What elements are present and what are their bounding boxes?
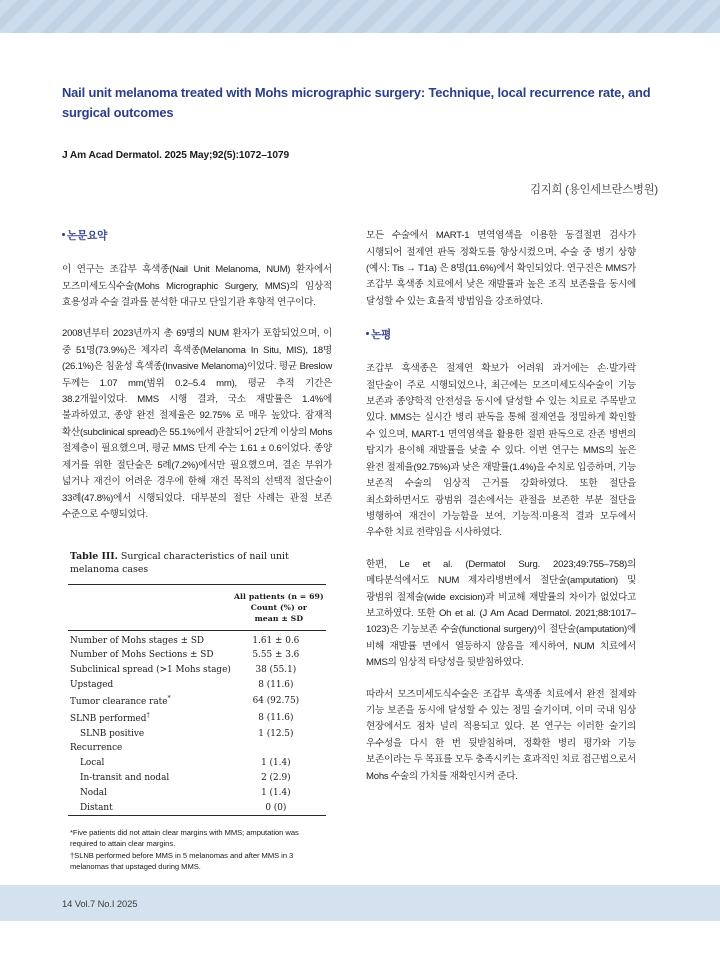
header-line-2: Count (%) or (250, 603, 307, 613)
summary-paragraph-2: 2008년부터 2023년까지 총 69명의 NUM 환자가 포함되었으며, 이 중 51명(73.9%)은 제자리 흑색종(Melanoma In Situ, MIS), 18명(26.1%)은 침윤성 흑색종(Invasive Melanoma)이었다. 평균 Breslow 두께는 1.07 mm(범위 0.2–5.4 mm), 평균 추적 기간은 38.2개월이었다. MMS 시행 결과, 국소 재발률은 1.4%에 불과하였고, 종양 완전 절제율은 92.75% 로 매우 높았다. 잠재적 확산(subclinical spread)은 55.1%에서 관찰되어 2단계 이상의 Mohs 절제층이 필요했으며, 평균 MMS 단계 수는 1.61 ± 0.6이었다. 종양 제거를 위한 절단술은 5례(7.2%)에서만 필요했으며, 결손 부위가 넓거나 재건이 어려운 경우에 한해 재건 목적의 선택적 절단술이 33례(47.8%)에서 시행되었다. 대부분의 절단 사례는 관절 보존 수준으로 수행되었다. (62, 328, 332, 520)
table-row (68, 663, 326, 678)
table-row (68, 648, 326, 663)
table-caption (68, 551, 326, 576)
table-caption-label: Table III. (70, 551, 118, 563)
summary-paragraph-1: 이 연구는 조갑부 흑색종(Nail Unit Melanoma, NUM) 환자에서 모즈미세도식수술(Mohs Micrographic Surgery, MMS)의 임상적 효용성과 수술 결과를 분석한 대규모 단일기관 후향적 연구이다. (62, 264, 332, 309)
table-row (68, 756, 326, 771)
row-label: Local (80, 758, 105, 769)
row-label: Distant (80, 802, 113, 813)
row-label: Number of Mohs stages ± SD (70, 635, 205, 646)
row-value: 38 (55.1) (255, 665, 297, 676)
row-value: 64 (92.75) (252, 695, 300, 706)
table-row (68, 693, 326, 710)
table-row (68, 801, 326, 816)
table-row (68, 678, 326, 693)
page-body (0, 33, 720, 885)
row-value (232, 741, 326, 756)
section-heading-commentary (366, 327, 636, 342)
header-line-3: mean ± SD (254, 614, 304, 624)
row-label: In-transit and nodal (80, 772, 170, 783)
row-value: 1 (1.4) (261, 787, 291, 798)
row-label: Number of Mohs Sections ± SD (70, 650, 214, 661)
commentary-paragraph-2: 한편, Le et al. (Dermatol Surg. 2023;49:755–758)의 메타분석에서도 NUM 제자리병변에서 절단술(amputation) 및 광범위 절제술(wide excision)과 비교해 재발률의 차이가 없었다고 보고하였다. 또한 Oh et al. (J Am Acad Dermatol. 2021;88:1017–1023)은 기능보존 수술(functional surgery)이 절단술(amputation)에 비해 재발률 면에서 열등하지 않음을 제시하여, NUM 치료에서 MMS의 임상적 타당성을 뒷받침하였다. (366, 558, 636, 669)
table-row (68, 634, 326, 649)
table-row (68, 741, 326, 756)
row-label: Upstaged (70, 680, 114, 691)
table-footnote-1: *Five patients did not attain clear margins with MMS; amputation was required to attain clear margins. (70, 827, 299, 848)
row-label: Subclinical spread (>1 Mohs stage) (70, 665, 231, 676)
row-value: 8 (11.6) (258, 680, 294, 691)
row-value: 1.61 ± 0.6 (252, 635, 300, 646)
table-header-all-patients (232, 587, 326, 630)
table-header-row (68, 587, 326, 630)
row-value: 1 (1.4) (261, 758, 291, 769)
footer-page-info: 14 Vol.7 No.I 2025 (62, 897, 138, 909)
table-row (68, 771, 326, 786)
row-label: Nodal (80, 787, 107, 798)
row-label-text: SLNB performed (70, 713, 147, 724)
right-column (366, 228, 636, 875)
footer-band (0, 885, 720, 921)
table-caption-text: Surgical characteristics of nail unit melanoma cases (70, 551, 289, 575)
commentary-paragraph-1: 조갑부 흑색종은 절제연 확보가 어려워 과거에는 손·발가락 절단술이 주로 시행되었으나, 최근에는 모즈미세도식수술이 기능 보존과 종양학적 안전성을 동시에 달성할 수 있는 치료로 주목받고 있다. MMS는 실시간 병리 판독을 통해 절제연을 정밀하게 확인할 수 있으며, MART-1 면역염색을 활용한 절편 판독으로 잔존 병변의 탐지가 용이해 재발률을 낮출 수 있다. 이번 연구는 MMS의 높은 완전 절제율(92.75%)과 낮은 재발률(1.4%)을 수치로 입증하며, 기능 보존적 수술의 임상적 근거를 강화하였다. 또한 절단을 최소화하면서도 광범위 결손에서는 관절을 보존한 부분 절단을 병행하여 재건이 가능함을 보여, 기능적·미용적 결과 모두에서 우수한 치료 전략임을 시사하였다. (366, 363, 636, 539)
article-content (0, 33, 720, 875)
footnote-marker-asterisk: * (167, 693, 171, 702)
row-label (68, 693, 232, 710)
table-header-blank (68, 587, 232, 630)
section-heading-summary-label: 논문요약 (67, 230, 108, 243)
table-footnote-2: †SLNB performed before MMS in 5 melanomas and after MMS in 3 melanomas that upstaged during MMS. (70, 851, 294, 872)
table-row (68, 710, 326, 727)
top-decorative-band (0, 0, 720, 33)
row-label (68, 710, 232, 727)
row-value: 5.55 ± 3.6 (252, 650, 300, 661)
journal-citation: J Am Acad Dermatol. 2025 May;92(5):1072–1079 (62, 150, 290, 162)
row-value: 1 (12.5) (258, 728, 294, 739)
section-heading-commentary-label: 논평 (371, 329, 392, 342)
commentary-paragraph-3: 따라서 모즈미세도식수술은 조갑부 흑색종 치료에서 완전 절제와 기능 보존을 동시에 달성할 수 있는 정밀 술기이며, 이미 국내 임상 현장에서도 점차 널리 적용되고 있다. 본 연구는 이러한 술기의 우수성을 다시 한 번 뒷받침하며, 정확한 병리 평가와 기능 보존이라는 두 목표를 모두 충족시키는 효과적인 치료 접근법으로서 Mohs 수술의 가치를 재확인시켜 준다. (366, 688, 636, 782)
table-rule-bottom (68, 816, 326, 819)
bullet-icon (366, 332, 369, 335)
header-line-1: All patients (n = 69) (233, 592, 324, 602)
bullet-icon (62, 233, 65, 236)
row-value: 8 (11.6) (258, 712, 294, 723)
row-label: Recurrence (70, 743, 123, 754)
page-title: Nail unit melanoma treated with Mohs micrographic surgery: Technique, local recurrence rate, and surgical outcomes (62, 85, 651, 120)
row-label: SLNB positive (80, 728, 145, 739)
commentary-intro-paragraph: 모든 수술에서 MART-1 면역염색을 이용한 동결절편 검사가 시행되어 절제연 판독 정확도를 향상시켰으며, 수술 중 병기 상향 (예시: Tis → T1a) 은 8명(11.6%)에서 확인되었다. 연구진은 MMS가 조갑부 흑색종 치료에서 낮은 재발률과 높은 조직 보존율을 동시에 달성할 수 있는 효율적 방법임을 강조하였다. (366, 230, 636, 307)
two-column-layout (62, 228, 660, 875)
table-row (68, 786, 326, 801)
section-heading-summary (62, 228, 332, 243)
row-value: 0 (0) (265, 802, 287, 813)
author-affiliation: 김지희 (용인세브란스병원) (530, 184, 658, 197)
table-row (68, 726, 326, 741)
left-column (62, 228, 332, 875)
surgical-characteristics-table (68, 584, 326, 819)
footnote-marker-dagger: † (146, 710, 150, 719)
table-footnotes (68, 827, 326, 872)
table-figure (62, 547, 332, 875)
row-value: 2 (2.9) (261, 772, 291, 783)
row-label-text: Tumor clearance rate (70, 696, 168, 707)
